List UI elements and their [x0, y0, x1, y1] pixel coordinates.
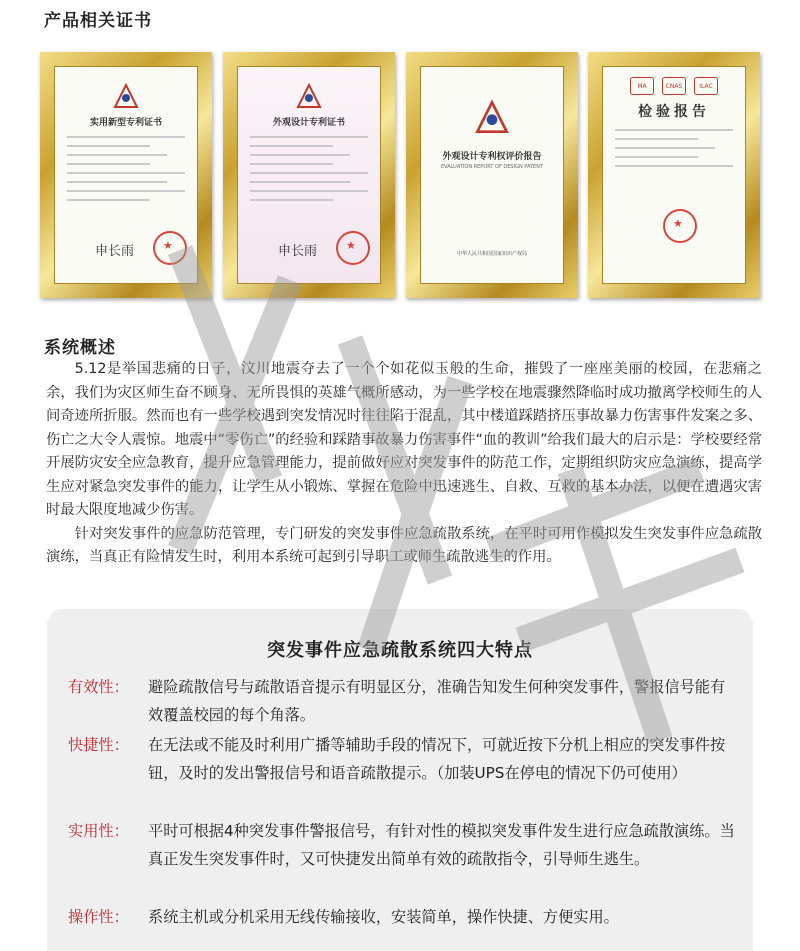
certificate-signature: 申长雨	[278, 244, 318, 259]
feature-text: 平时可根据4种突发事件警报信号，有针对性的模拟突发事件发生进行应急疏散演练。当真正发生突发事件时，又可快捷发出简单有效的疏散指令，引导师生逃生。	[148, 822, 735, 868]
certificate-subtitle: EVALUATION REPORT OF DESIGN PATENT	[440, 164, 544, 170]
certificates-row	[40, 52, 760, 302]
accreditation-marks	[603, 77, 745, 95]
overview-paragraph: 针对突发事件的应急防范管理，专门研发的突发事件应急疏散系统，在平时可用作模拟发生突发事件应急疏散演练，当真正有险情发生时，利用本系统可起到引导职工或师生疏散逃生的作用。	[46, 525, 762, 565]
certificate-frame-evaluation-report	[406, 52, 578, 298]
feature-text: 避险疏散信号与疏散语音提示有明显区分，准确告知发生何种突发事件，警报信号能有效覆盖校园的每个角落。	[148, 678, 726, 724]
feature-label: 快捷性：	[68, 736, 129, 754]
feature-text: 在无法或不能及时利用广播等辅助手段的情况下，可就近按下分机上相应的突发事件按钮，及时的发出警报信号和语音疏散提示。（加装UPS在停电的情况下仍可使用）	[148, 736, 726, 782]
feature-label: 有效性：	[68, 678, 129, 696]
features-title: 突发事件应急疏散系统四大特点	[267, 640, 533, 661]
feature-item-effectiveness	[68, 673, 738, 729]
patent-office-emblem-icon	[472, 97, 512, 137]
certificate-title: 外观设计专利证书	[272, 118, 345, 128]
overview-text	[46, 358, 762, 570]
accreditation-mark: CNAS	[662, 77, 686, 95]
certificate-footer: 中华人民共和国国家知识产权局	[456, 251, 527, 257]
certificate-frame-design-patent	[223, 52, 395, 298]
feature-item-speed	[68, 731, 738, 787]
patent-office-emblem-icon	[294, 81, 324, 111]
feature-text: 系统主机或分机采用无线传输接收，安装简单，操作快捷、方便实用。	[148, 908, 619, 926]
certificate-frame-inspection-report	[588, 52, 760, 298]
official-seal-icon	[663, 209, 697, 243]
accreditation-mark: ILAC	[694, 77, 718, 95]
official-seal-icon	[153, 231, 187, 265]
official-seal-icon	[336, 231, 370, 265]
certificate-signature: 申长雨	[95, 244, 135, 259]
certificate-title: 实用新型专利证书	[89, 118, 162, 128]
patent-office-emblem-icon	[111, 81, 141, 111]
feature-item-operability	[68, 903, 738, 931]
certificate-title: 外观设计专利权评价报告	[442, 152, 542, 162]
certificate-frame-utility-patent	[40, 52, 212, 298]
feature-label: 操作性：	[68, 908, 129, 926]
feature-item-practicality	[68, 817, 738, 873]
feature-label: 实用性：	[68, 822, 129, 840]
certificate-title: 检验报告	[638, 104, 710, 120]
accreditation-mark: MA	[630, 77, 654, 95]
overview-paragraph: 5.12是举国悲痛的日子，汶川地震夺去了一个个如花似玉般的生命，摧毁了一座座美丽的校园，在悲痛之余，我们为灾区师生奋不顾身、无所畏惧的英雄气概所感动，为一些学校在地震骤然降临时成功撤离学校师生的人间奇迹所折服。然而也有一些学校遇到突发情况时往往陷于混乱，其中楼道踩踏挤压事故暴力伤害事件发案之多、伤亡之大令人震惊。地震中“零伤亡”的经验和踩踏事故暴力伤害事件“血的教训”给我们最大的启示是：学校要经常开展防灾安全应急教育，提升应急管理能力，提前做好应对突发事件的防范工作，定期组织防灾应急演练，提高学生应对紧急突发事件的能力，让学生从小锻炼、掌握在危险中迅速逃生、自救、互救的基本办法，以便在遭遇灾害时最大限度地减少伤害。	[46, 361, 762, 518]
section-title-overview: 系统概述	[44, 338, 116, 358]
section-title-certificates: 产品相关证书	[44, 11, 152, 31]
